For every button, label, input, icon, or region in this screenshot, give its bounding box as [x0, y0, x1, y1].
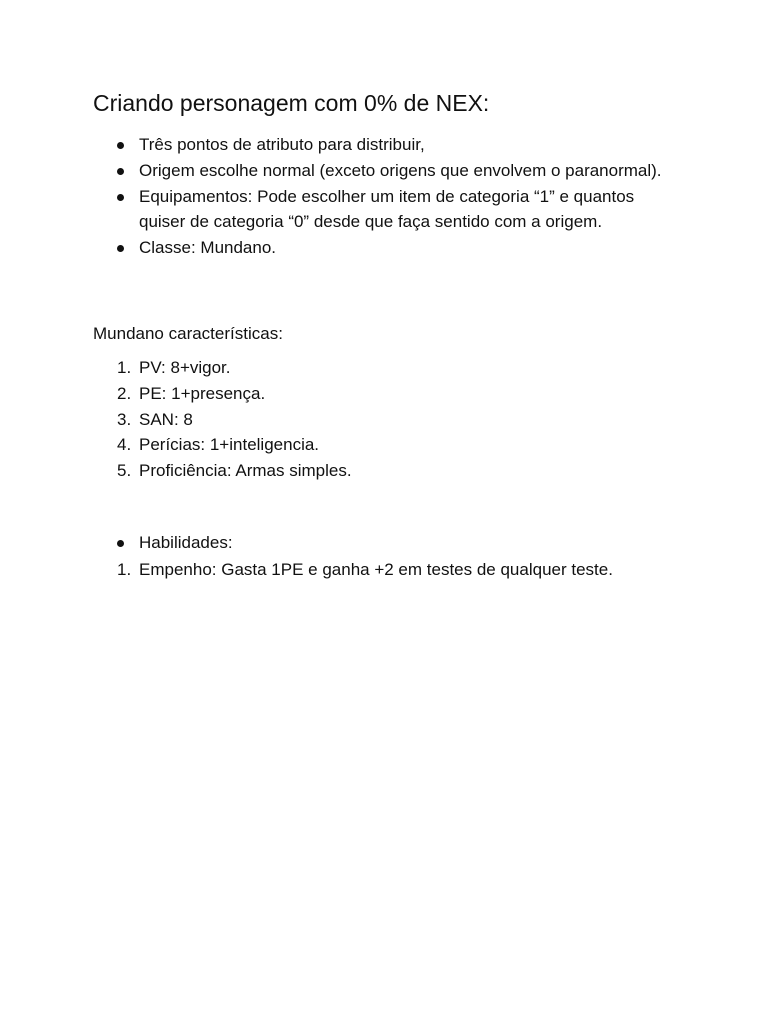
abilities-list: [0, 557, 679, 583]
bullet-dot-icon: [117, 194, 124, 201]
bullet-text: Classe: Mundano.: [139, 238, 277, 258]
list-item-text: SAN: 8: [139, 409, 193, 429]
list-number: 5.: [117, 461, 132, 481]
list-item-text: PE: 1+presença.: [139, 383, 266, 403]
document-title: Criando personagem com 0% de NEX:: [93, 90, 490, 116]
list-item-text: Empenho: Gasta 1PE e ganha +2 em testes de qualquer teste.: [139, 560, 613, 579]
list-number: 1.: [117, 358, 132, 377]
list-number: 2.: [117, 383, 132, 403]
bullet-dot-icon: [117, 168, 124, 175]
list-item: [0, 557, 679, 583]
list-item-text: Perícias: 1+inteligencia.: [139, 435, 320, 455]
bullet-dot-icon: [117, 142, 124, 149]
list-item: [0, 184, 679, 236]
list-item: [0, 407, 679, 433]
bullet-dot-icon: [117, 540, 124, 547]
bullet-text: Três pontos de atributo para distribuir,: [139, 135, 425, 154]
list-item: [0, 530, 679, 556]
list-item: [0, 158, 679, 184]
abilities-bullet-list: [0, 530, 679, 556]
characteristics-list: [0, 355, 679, 484]
bullet-text: Origem escolhe normal (exceto origens que envolvem o paranormal).: [139, 160, 662, 180]
list-number: 1.: [117, 560, 132, 579]
list-number: 3.: [117, 409, 132, 429]
list-item: [0, 132, 679, 158]
list-item: [0, 235, 679, 261]
section-heading: Mundano características:: [93, 324, 283, 343]
list-number: 4.: [117, 435, 132, 455]
list-item-text: PV: 8+vigor.: [139, 358, 231, 377]
list-item: [0, 355, 679, 381]
bullet-dot-icon: [117, 245, 124, 252]
list-item-text: Proficiência: Armas simples.: [139, 461, 352, 481]
list-item: [0, 432, 679, 458]
intro-bullet-list: [0, 132, 679, 261]
bullet-text: Habilidades:: [139, 533, 233, 552]
bullet-text: Equipamentos: Pode escolher um item de categoria “1” e quantos quiser de categoria “0” desde que faça sentido com a origem.: [139, 186, 635, 232]
list-item: [0, 458, 679, 484]
list-item: [0, 381, 679, 407]
